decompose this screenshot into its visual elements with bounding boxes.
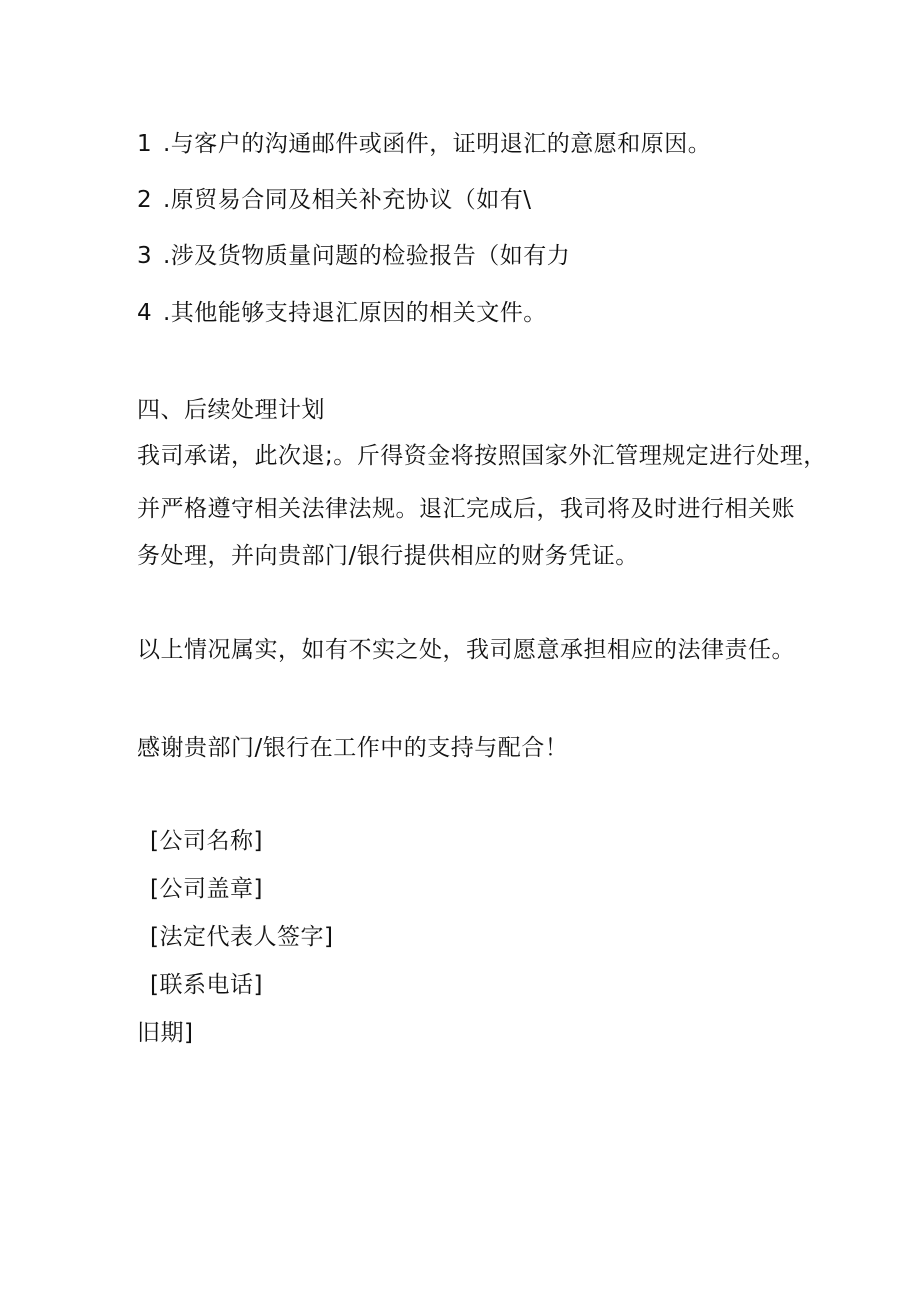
list-item (137, 241, 570, 271)
list-text: .涉及货物质量问题的检验报告（如有力 (163, 243, 571, 269)
list-item (137, 185, 532, 215)
signature-date: 旧期] (137, 1020, 194, 1046)
signature-phone: [联系电话] (150, 972, 263, 998)
list-number: 2 (137, 187, 153, 213)
list-text: .原贸易合同及相关补充协议（如有\ (163, 187, 532, 213)
paragraph-line: 务处理，并向贵部门/银行提供相应的财务凭证。 (137, 543, 639, 569)
list-number: 4 (137, 300, 153, 326)
signature-legal-rep: [法定代表人签字] (150, 924, 334, 950)
list-number: 3 (137, 243, 153, 269)
signature-company-name: [公司名称] (150, 828, 263, 854)
paragraph-line: 并严格遵守相关法律法规。退汇完成后，我司将及时进行相关账 (137, 496, 795, 522)
list-number: 1 (137, 131, 153, 157)
section-heading: 四、后续处理计划 (137, 397, 325, 423)
list-text: .与客户的沟通邮件或函件，证明退汇的意愿和原因。 (163, 131, 712, 157)
list-item (137, 129, 711, 159)
declaration-text: 以上情况属实，如有不实之处，我司愿意承担相应的法律责任。 (137, 637, 795, 663)
signature-company-seal: [公司盖章] (150, 876, 263, 902)
list-text: .其他能够支持退汇原因的相关文件。 (163, 300, 547, 326)
thanks-text: 感谢贵部门/银行在工作中的支持与配合！ (137, 735, 569, 761)
list-item (137, 298, 547, 328)
paragraph-line: 我司承诺，此次退;。斤得资金将按照国家外汇管理规定进行处理， (137, 443, 827, 469)
